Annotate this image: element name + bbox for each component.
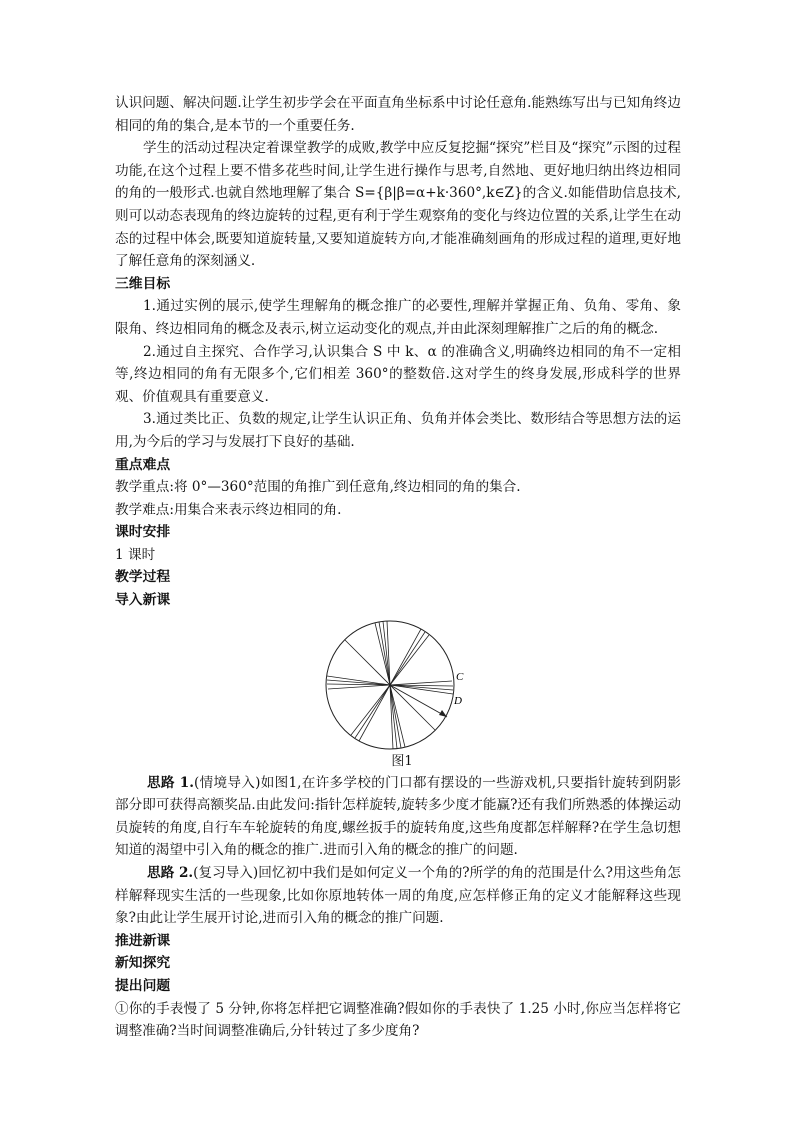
heading-goals: 三维目标 xyxy=(115,275,171,292)
heading-question: 提出问题 xyxy=(115,978,171,994)
document-body xyxy=(115,92,681,1043)
idea-2-paragraph xyxy=(115,862,681,930)
heading-explore: 新知探究 xyxy=(115,955,171,972)
pointer-arrowhead xyxy=(439,710,447,717)
teaching-difficulty: 教学难点:用集合来表示终边相同的角. xyxy=(115,501,342,518)
heading-schedule: 课时安排 xyxy=(115,524,171,541)
idea-1-lead: 思路 1. xyxy=(147,774,194,791)
idea-1-paragraph xyxy=(115,772,681,862)
idea-1-text: (情境导入)如图1,在许多学校的门口都有摆设的一些游戏机,只要指针旋转到阴影部分即可获得高额奖品.由此发问:指针怎样旋转,旋转多少度才能赢?还有我们所熟悉的体操运动员旋转的角度,自行车车轮旋转的角度,螺丝扳手的旋转角度,这些角度都怎样解释?在学生急切想知道的渴望中引入角的概念的推广.进而引入角的概念的推广的问题. xyxy=(115,774,681,859)
teaching-focus: 教学重点:将 0°—360°范围的角推广到任意角,终边相同的角的集合. xyxy=(115,479,521,496)
idea-2-text: (复习导入)回忆初中我们是如何定义一个角的?所学的角的范围是什么?用这些角怎样解释现实生活的一些现象,比如你原地转体一周的角度,应怎样修正角的定义才能解释这些现象?由此让学生展开讨论,进而引入角的概念的推广问题. xyxy=(115,865,681,927)
figure-1 xyxy=(115,620,681,750)
idea-2-lead: 思路 2. xyxy=(147,865,194,882)
pointer-needle xyxy=(390,685,447,717)
schedule-text: 1 课时 xyxy=(115,546,156,563)
intro-paragraph-1: 认识问题、解决问题.让学生初步学会在平面直角坐标系中讨论任意角.能熟练写出与已知角终边相同的角的集合,是本节的一个重要任务. xyxy=(115,95,681,134)
heading-advance: 推进新课 xyxy=(115,932,171,949)
goal-item: 1.通过实例的展示,使学生理解角的概念推广的必要性,理解并掌握正角、负角、零角、象限角、终边相同角的概念及表示,树立运动变化的观点,并由此深刻理解推广之后的角的概念. xyxy=(115,298,681,337)
spinner-wheel-diagram xyxy=(325,620,465,750)
label-c: C xyxy=(456,670,464,683)
goal-item: 3.通过类比正、负数的规定,让学生认识正角、负角并体会类比、数形结合等思想方法的运用,为今后的学习与发展打下良好的基础. xyxy=(115,411,681,450)
figure-caption: 图1 xyxy=(391,753,413,769)
heading-key-points: 重点难点 xyxy=(115,456,171,473)
intro-paragraph-2: 学生的活动过程决定着课堂教学的成败,教学中应反复挖掘“探究”栏目及“探究”示图的过程功能,在这个过程上要不惜多花些时间,让学生进行操作与思考,自然地、更好地归纳出终边相同的角的一般形式.也就自然地理解了集合 S={β|β=α+k·360°,k∈Z}的含义.如能借助信息技术,则可以动态表现角的终边旋转的过程,更有利于学生观察角的变化与终边位置的关系,让学生在动态的过程中体会,既要知道旋转量,又要知道旋转方向,才能准确刻画角的形成过程的道理,更好地了解任意角的深刻涵义. xyxy=(115,140,681,270)
question-1: ①你的手表慢了 5 分钟,你将怎样把它调整准确?假如你的手表快了 1.25 小时,你应当怎样将它调整准确?当时间调整准确后,分针转过了多少度角? xyxy=(115,1000,681,1040)
heading-process: 教学过程 xyxy=(115,569,171,586)
goal-item: 2.通过自主探究、合作学习,认识集合 S 中 k、α 的准确含义,明确终边相同的角不一定相等,终边相同的角有无限多个,它们相差 360°的整数倍.这对学生的终身发展,形成科学的世界观、价值观具有重要意义. xyxy=(115,343,681,405)
label-d: D xyxy=(454,694,462,707)
heading-intro: 导入新课 xyxy=(115,592,171,609)
